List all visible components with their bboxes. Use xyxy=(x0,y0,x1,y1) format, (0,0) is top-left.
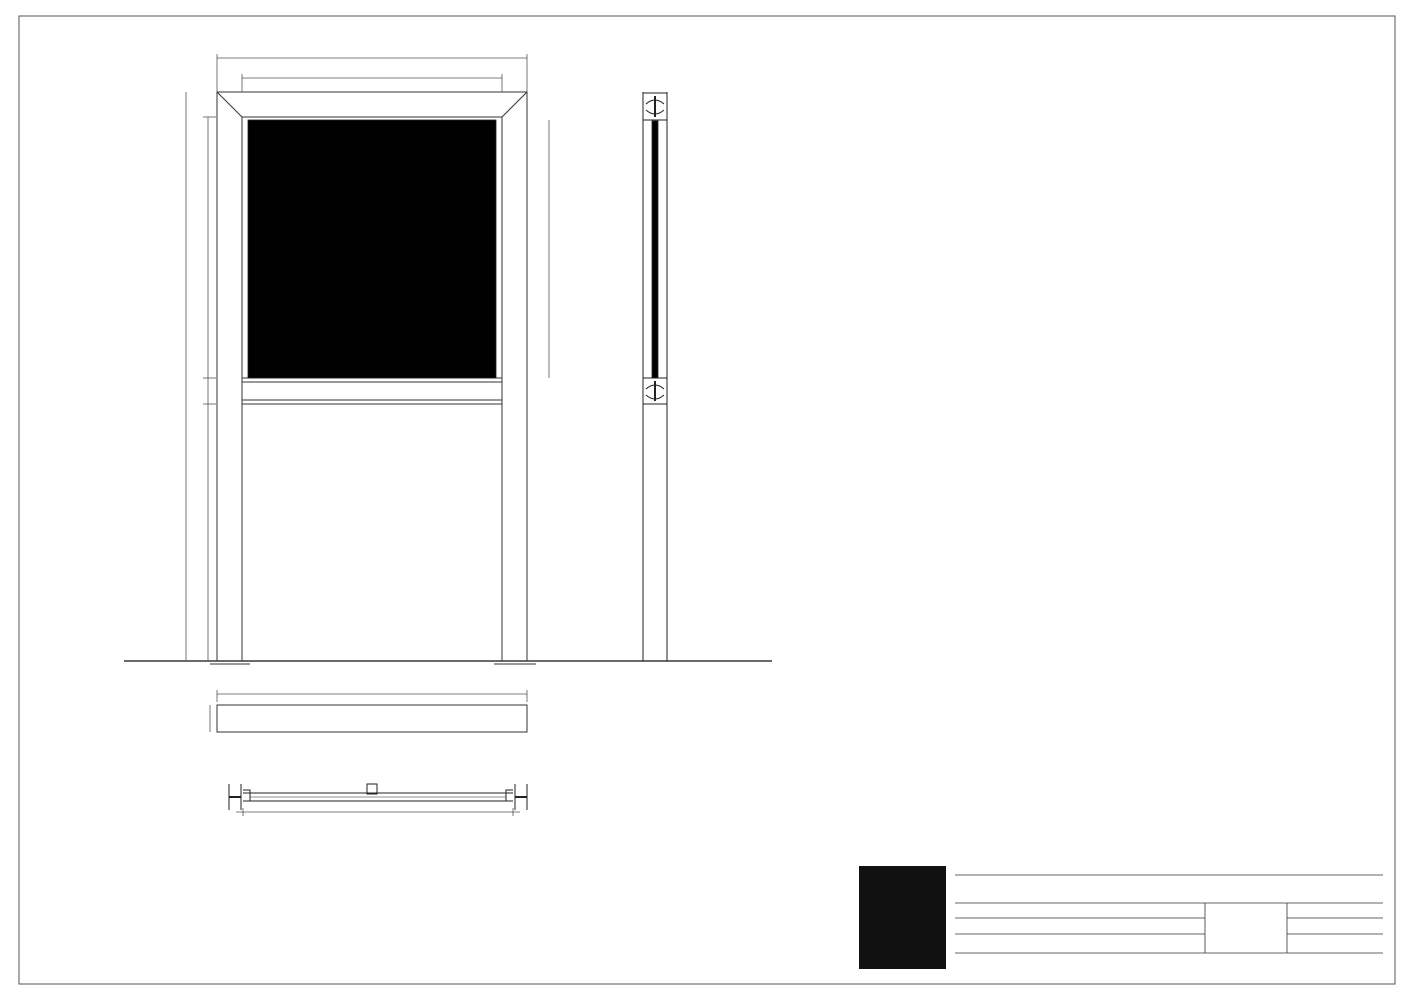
sheet-border xyxy=(19,16,1395,984)
elevation-left-dimensions xyxy=(186,92,216,661)
title-block-lines xyxy=(859,866,1383,982)
horizontal-section-view xyxy=(229,784,527,816)
plan-view xyxy=(210,690,527,732)
title-block xyxy=(859,866,1383,982)
elevation-top-dimensions xyxy=(217,54,527,92)
section-wood-panel xyxy=(652,121,658,378)
wood-panel xyxy=(248,120,496,378)
